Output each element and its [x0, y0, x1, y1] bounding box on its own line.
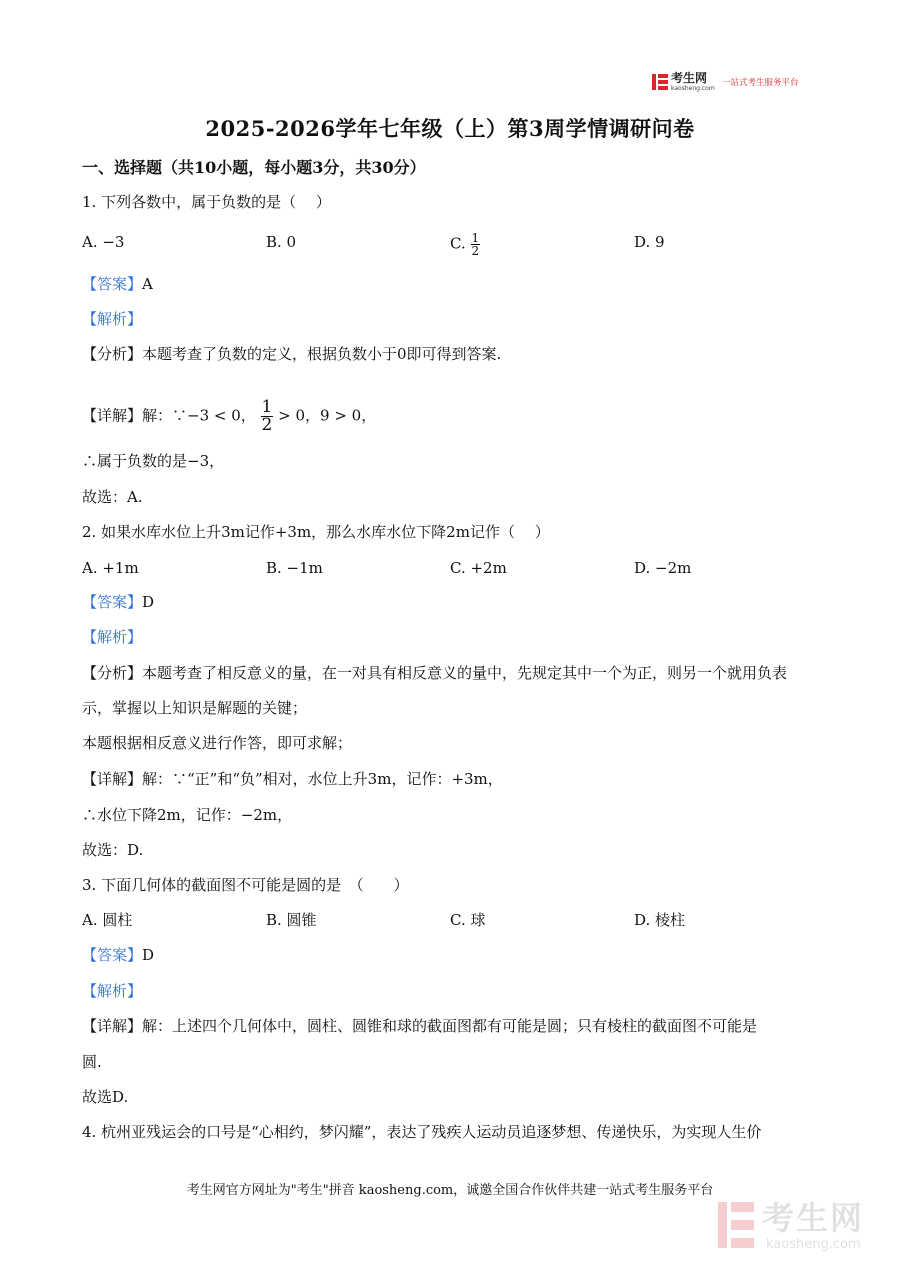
q1-xiangjie-fraction [261, 399, 274, 434]
q3-option-c: C. 球 [450, 911, 486, 929]
fraction-numerator: 1 [261, 397, 273, 417]
q3-choice: 故选D. [82, 1088, 129, 1106]
q3-xiangjie-line2: 圆. [82, 1053, 102, 1071]
fraction-numerator: 1 [471, 231, 480, 245]
q1-stem: 1. 下列各数中，属于负数的是（ ） [82, 193, 331, 211]
logo-slogan: 一站式考生服务平台 [722, 78, 799, 88]
watermark-name: 考生网 [762, 1199, 865, 1237]
watermark [718, 1200, 878, 1256]
q2-option-d: D. −2m [634, 559, 692, 577]
answer-value: D [142, 946, 155, 964]
q3-option-a: A. 圆柱 [82, 911, 133, 929]
fraction-denominator: 2 [261, 415, 273, 435]
page-footer: 考生网官方网址为"考生"拼音 kaosheng.com，诚邀全国合作伙伴共建一站式考生服务平台 [186, 1183, 714, 1198]
q2-xiangjie: 【详解】解：∵“正”和“负”相对，水位上升3m，记作：+3m， [82, 770, 503, 788]
q3-stem: 3. 下面几何体的截面图不可能是圆的是 （ ） [82, 876, 409, 894]
answer-tag: 【答案】 [82, 275, 143, 293]
q1-option-c-fraction [471, 232, 481, 257]
answer-tag: 【答案】 [82, 946, 143, 964]
answer-tag: 【答案】 [82, 593, 143, 611]
q1-xiangjie-pre: 【详解】解：∵−3 < 0， [82, 406, 256, 425]
q1-fenxi: 【分析】本题考查了负数的定义，根据负数小于0即可得到答案. [82, 345, 502, 363]
q3-xiangjie-line1: 【详解】解：上述四个几何体中，圆柱、圆锥和球的截面图都有可能是圆；只有棱柱的截面图不可能是 [82, 1017, 758, 1035]
kaosheng-watermark-icon [718, 1202, 754, 1248]
q2-fenxi-line2: 示，掌握以上知识是解题的关键； [82, 699, 308, 717]
q2-option-b: B. −1m [266, 559, 323, 577]
header-logo [652, 72, 822, 98]
q1-option-c-label: C. [450, 234, 466, 253]
q1-xiangjie-post: > 0，9 > 0， [278, 406, 377, 425]
q2-option-a: A. +1m [82, 559, 139, 577]
q1-xiangjie [82, 399, 376, 434]
q3-answer [82, 945, 154, 965]
q1-analysis-tag: 【解析】 [82, 310, 143, 328]
q3-analysis-tag: 【解析】 [82, 982, 143, 1000]
answer-value: D [142, 593, 155, 611]
answer-value: A [142, 275, 153, 293]
q1-option-b: B. 0 [266, 233, 297, 251]
q2-option-c: C. +2m [450, 559, 507, 577]
section-heading: 一、选择题（共10小题，每小题3分，共30分） [82, 158, 426, 177]
q1-option-d: D. 9 [634, 233, 665, 251]
q1-choice: 故选：A. [82, 488, 143, 506]
logo-name: 考生网 [671, 71, 708, 85]
q2-choice: 故选：D. [82, 841, 144, 859]
q1-answer [82, 274, 153, 294]
q3-option-b: B. 圆锥 [266, 911, 317, 929]
q3-option-d: D. 棱柱 [634, 911, 686, 929]
q1-option-a: A. −3 [82, 233, 125, 251]
page-title: 2025-2026学年七年级（上）第3周学情调研问卷 [205, 116, 695, 141]
q2-answer [82, 592, 154, 612]
watermark-url: kaosheng.com [766, 1237, 861, 1252]
fraction-denominator: 2 [471, 244, 480, 258]
q2-stem: 2. 如果水库水位上升3m记作+3m，那么水库水位下降2m记作（ ） [82, 523, 550, 541]
q2-conclusion: ∴水位下降2m，记作：−2m， [82, 806, 293, 824]
q2-fenxi-line1: 【分析】本题考查了相反意义的量，在一对具有相反意义的量中，先规定其中一个为正，则另一个就用负表 [82, 664, 788, 682]
q2-analysis-tag: 【解析】 [82, 628, 143, 646]
kaosheng-logo-icon [652, 74, 668, 90]
q2-fenxi-line3: 本题根据相反意义进行作答，即可求解； [82, 734, 353, 752]
q4-stem: 4. 杭州亚残运会的口号是“心相约，梦闪耀”，表达了残疾人运动员追逐梦想、传递快乐，为实现人生价 [82, 1123, 762, 1141]
q1-option-c [450, 232, 480, 257]
logo-url: kaosheng.com [671, 85, 715, 92]
q1-conclusion: ∴属于负数的是−3， [82, 452, 225, 470]
